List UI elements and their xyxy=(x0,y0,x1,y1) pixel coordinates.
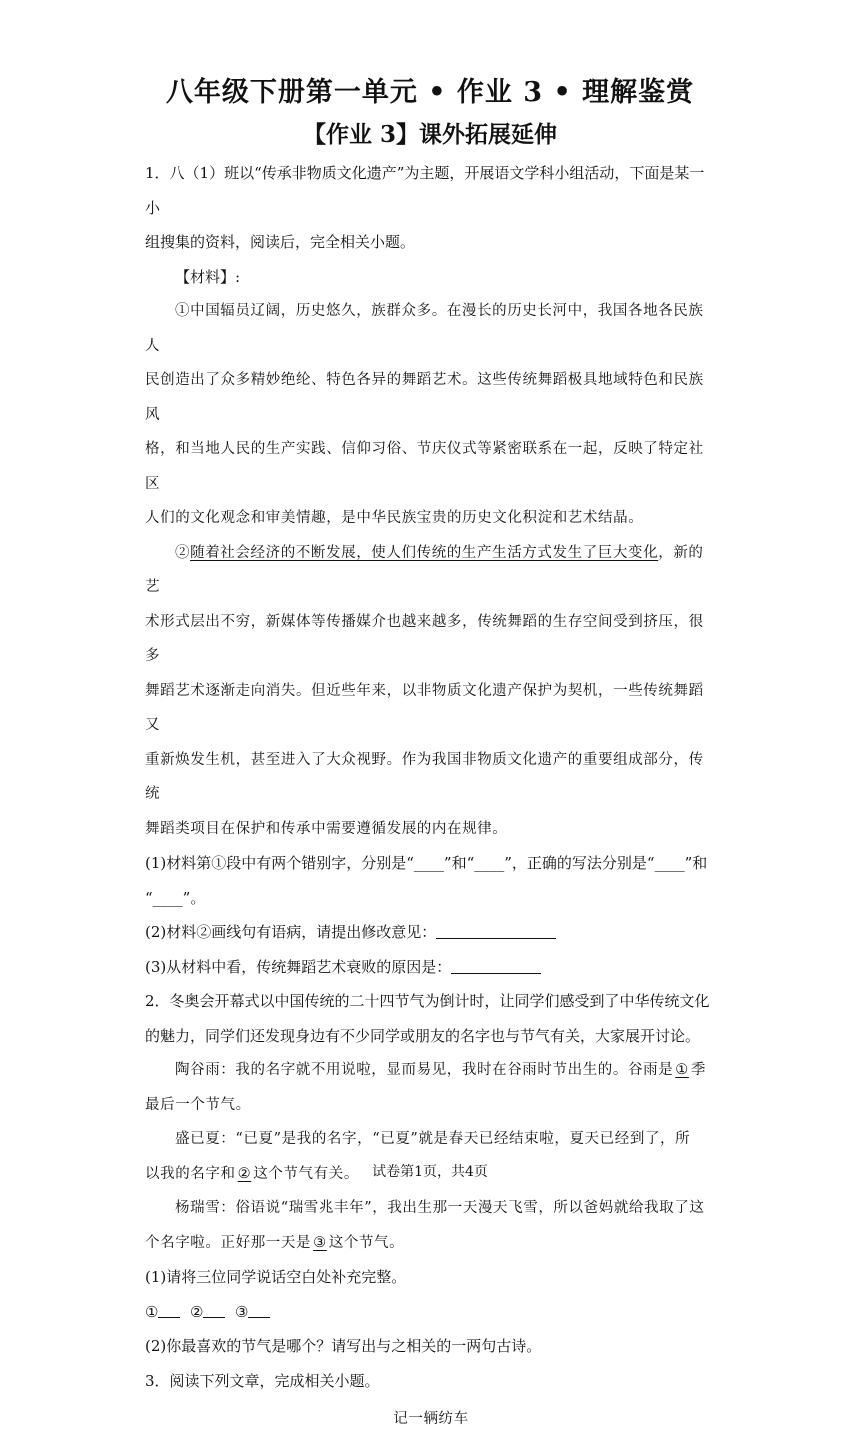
q1-para1-line4: 人们的文化观念和审美情趣，是中华民族宝贵的历史文化积淀和艺术结晶。 xyxy=(145,510,644,526)
q1-sub1-line1: (1)材料第①段中有两个错别字，分别是“____”和“____”，正确的写法分别是“____”和 xyxy=(145,854,708,872)
q3-article-title: 记一辆纺车 xyxy=(393,1411,469,1427)
q2-sheng-pre: 以我的名字和 xyxy=(145,1165,236,1182)
q2-sheng-blank[interactable]: ② xyxy=(237,1165,252,1182)
q2-tao-text: 陶谷雨：我的名字就不用说啦，显而易见，我时在谷雨时节出生的。谷雨是 xyxy=(175,1062,674,1078)
q2-yang-post: 这个节气。 xyxy=(328,1234,405,1251)
q2-tao-end: 季 xyxy=(690,1062,707,1078)
q1-stem-line2: 组搜集的资料，阅读后，完全相关小题。 xyxy=(145,233,416,251)
q1-para2-line5: 舞蹈类项目在保护和传承中需要遵循发展的内在规律。 xyxy=(145,820,508,837)
q2-stem-line1: 2．冬奥会开幕式以中国传统的二十四节气为倒计时，让同学们感受到了中华传统文化 xyxy=(145,992,710,1010)
q2-tao-line1 xyxy=(145,1053,717,1088)
q2-yang-pre: 个名字啦。正好那一天是 xyxy=(145,1234,312,1251)
q1-para2-line4: 重新焕发生机，甚至进入了大众视野。作为我国非物质文化遗产的重要组成部分，传统 xyxy=(145,751,704,802)
q2-sub1-label-1: ① xyxy=(145,1302,159,1321)
q2-sub1-blank-2[interactable] xyxy=(203,1303,225,1318)
q2-sub1-blank-1[interactable] xyxy=(158,1303,180,1318)
q2-yang-line1: 杨瑞雪：俗语说“瑞雪兆丰年”，我出生那一天漫天飞雪，所以爸妈就给我取了这 xyxy=(175,1200,705,1216)
q1-para1-line3: 格，和当地人民的生产实践、信仰习俗、节庆仪式等紧密联系在一起，反映了特定社区 xyxy=(145,441,704,492)
q1-sub2-text: (2)材料②画线句有语病，请提出修改意见： xyxy=(145,923,437,941)
q1-sub3 xyxy=(145,950,717,985)
q2-tao-line2: 最后一个节气。 xyxy=(145,1096,251,1113)
q1-para2-line2: 术形式层出不穷，新媒体等传播媒介也越来越多，传统舞蹈的生存空间受到挤压，很多 xyxy=(145,613,704,664)
q1-para2-line1-rest: ，新的艺 xyxy=(145,544,704,595)
q1-para2-line3: 舞蹈艺术逐渐走向消失。但近些年来，以非物质文化遗产保护为契机，一些传统舞蹈又 xyxy=(145,682,704,733)
q1-stem-line1: 1．八（1）班以“传承非物质文化遗产”为主题，开展语文学科小组活动，下面是某一小 xyxy=(145,164,705,217)
q2-sub2: (2)你最喜欢的节气是哪个？请写出与之相关的一两句古诗。 xyxy=(145,1337,542,1355)
document-body xyxy=(145,156,717,1437)
q1-para2-number: ② xyxy=(175,544,191,561)
page-subtitle: 【作业 3】课外拓展延伸 xyxy=(302,121,557,148)
q2-sub1-label-3: ③ xyxy=(235,1302,249,1321)
q1-para1-line2: 民创造出了众多精妙绝纶、特色各异的舞蹈艺术。这些传统舞蹈极具地域特色和民族风 xyxy=(145,372,704,423)
q1-para2-line1 xyxy=(145,536,717,605)
q1-para1-line1: ①中国辐员辽阔，历史悠久，族群众多。在漫长的历史长河中，我国各地各民族人 xyxy=(145,303,704,354)
q2-sub1-label-2: ② xyxy=(190,1302,204,1321)
q2-sheng-post: 这个节气有关。 xyxy=(253,1165,359,1182)
q1-sub2 xyxy=(145,915,717,950)
q2-sub1-blank-3[interactable] xyxy=(248,1303,270,1318)
q2-yang-line2 xyxy=(145,1226,717,1261)
q2-tao-blank[interactable]: ① xyxy=(675,1062,689,1078)
page-footer: 试卷第1页，共4页 xyxy=(372,1164,488,1180)
q1-sub3-text: (3)从材料中看，传统舞蹈艺术衰败的原因是： xyxy=(145,957,452,976)
q1-underlined-sentence: 随着社会经济的不断发展，使人们传统的生产生活方式发生了巨大变化 xyxy=(190,544,659,561)
q1-sub3-answer-blank[interactable] xyxy=(451,957,541,974)
q2-sub1-blanks xyxy=(145,1295,717,1330)
q1-sub1-line2: “____”。 xyxy=(145,888,206,907)
page-title: 八年级下册第一单元 • 作业 3 • 理解鉴赏 xyxy=(165,77,695,108)
q2-yang-blank[interactable]: ③ xyxy=(313,1234,327,1251)
q2-stem-line2: 的魅力，同学们还发现身边有不少同学或朋友的名字也与节气有关，大家展开讨论。 xyxy=(145,1026,701,1045)
q2-sheng-line1: 盛已夏：“已夏”是我的名字，“已夏”就是春天已经结束啦，夏天已经到了，所 xyxy=(175,1131,691,1147)
q2-sub1: (1)请将三位同学说话空白处补充完整。 xyxy=(145,1268,407,1286)
q3-stem: 3．阅读下列文章，完成相关小题。 xyxy=(145,1371,380,1390)
q1-sub2-answer-blank[interactable] xyxy=(436,922,556,939)
q1-material-label: 【材料】: xyxy=(175,267,241,286)
